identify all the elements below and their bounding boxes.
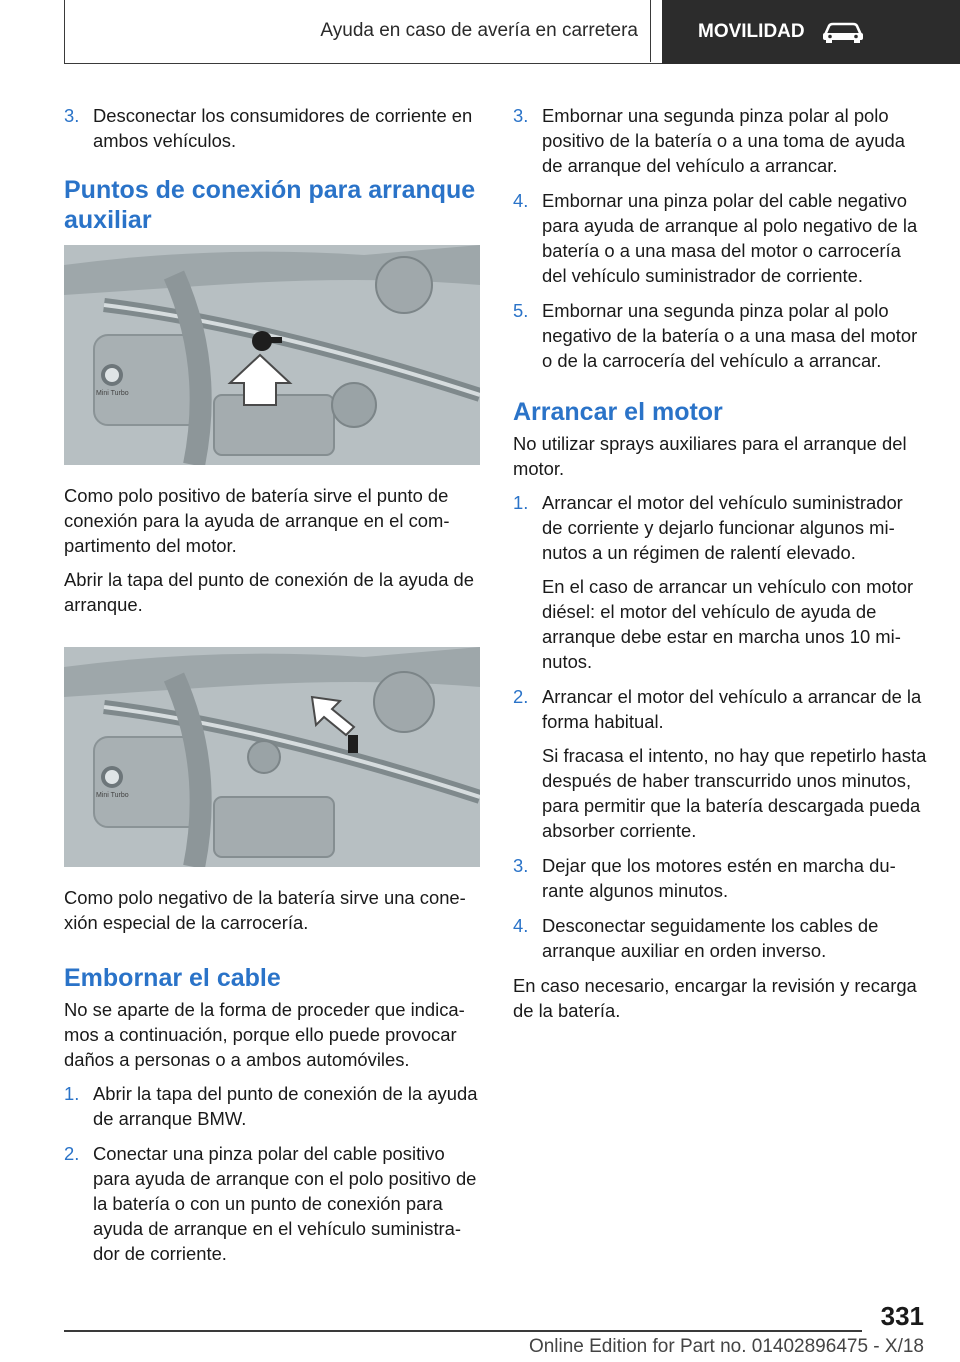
step-text: Conectar una pinza polar del cable positivo para ayuda de arranque con el polo positivo de la batería o con un punto de conexión para ayuda de arranque en el vehículo suministrador de corriente. (93, 1143, 477, 1264)
left-column (64, 103, 478, 1276)
step-note: Si fracasa el intento, no hay que repetirlo hasta después de haber transcurrido unos minutos, para permitir que la batería descargada pueda absorber corriente. (542, 745, 927, 841)
list-item (513, 684, 927, 843)
page-header (64, 0, 960, 64)
step-number: 3. (513, 855, 529, 876)
figure2-label: Mini Turbo (96, 792, 129, 799)
step-text: Arrancar el motor del vehículo suministrador de corriente y dejarlo funcionar algunos minutos a un régimen de ralentí elevado. (542, 492, 903, 563)
car-icon (821, 20, 865, 44)
para-positive: Como polo positivo de batería sirve el punto de conexión para la ayuda de arranque en el compartimento del motor. (64, 485, 450, 556)
step-number: 4. (513, 915, 529, 936)
step-text: Embornar una segunda pinza polar al polo negativo de la batería o a una masa del motor o de la carrocería del vehículo a arrancar. (542, 300, 918, 371)
step-text: Embornar una pinza polar del cable negativo para ayuda de arranque al polo negativo de la batería o a una masa del motor o carrocería del vehículo suministrador de corriente. (542, 190, 918, 286)
step-number: 3. (513, 105, 529, 126)
step-number: 5. (513, 300, 529, 321)
list-item (513, 490, 927, 674)
right-column (513, 103, 927, 1032)
step-number: 1. (64, 1083, 80, 1104)
list-item (64, 1141, 478, 1266)
para-final: En caso necesario, encargar la revisión y recarga de la batería. (513, 975, 917, 1021)
engine-bay-negative-image (64, 647, 480, 867)
para-start-intro: No utilizar sprays auxiliares para el arranque del motor. (513, 433, 907, 479)
heading-connection-points: Puntos de conexión para arranque auxiliar (64, 176, 476, 234)
list-item (64, 1081, 478, 1131)
para-open-cap: Abrir la tapa del punto de conexión de la ayuda de arranque. (64, 569, 474, 615)
heading-clamp: Embornar el cable (64, 964, 281, 992)
list-item (513, 853, 927, 903)
para-clamp-intro: No se aparte de la forma de proceder que indicamos a continuación, porque ello puede provocar daños a personas o a ambos automóviles. (64, 999, 465, 1070)
step-text: Abrir la tapa del punto de conexión de la ayuda de arranque BMW. (93, 1083, 478, 1129)
step-number: 4. (513, 190, 529, 211)
page-number: 331 (880, 1301, 924, 1331)
step-text: Embornar una segunda pinza polar al polo positivo de la batería o a una toma de ayuda de arranque del vehículo a arrancar. (542, 105, 905, 176)
step-text: Dejar que los motores estén en marcha durante algunos minutos. (542, 855, 896, 901)
step-number: 2. (64, 1143, 80, 1164)
list-item (64, 103, 478, 153)
step-text: Desconectar seguidamente los cables de arranque auxiliar en orden inverso. (542, 915, 879, 961)
step-number: 1. (513, 492, 529, 513)
chapter-title: MOVILIDAD (698, 21, 805, 42)
figure1-label: Mini Turbo (96, 390, 129, 397)
chapter-tab (662, 0, 960, 64)
list-item (513, 913, 927, 963)
list-item (513, 298, 927, 373)
step-note: En el caso de arrancar un vehículo con motor diésel: el motor del vehículo de ayuda de arranque debe estar en marcha unos 10 minutos. (542, 576, 914, 672)
heading-start: Arrancar el motor (513, 398, 723, 426)
list-item (513, 188, 927, 288)
engine-bay-positive-image (64, 245, 480, 465)
footer-divider (64, 1330, 862, 1332)
step-text: Desconectar los consumidores de corriente en ambos vehículos. (93, 105, 473, 151)
step-text: Arrancar el motor del vehículo a arrancar de la forma habitual. (542, 686, 922, 732)
step-number: 2. (513, 686, 529, 707)
section-title: Ayuda en caso de avería en carretera (65, 0, 651, 62)
para-negative: Como polo negativo de la batería sirve una conexión especial de la carrocería. (64, 887, 466, 933)
step-number: 3. (64, 105, 80, 126)
edition-footer: Online Edition for Part no. 01402896475 - X/18 (528, 1336, 924, 1357)
list-item (513, 103, 927, 178)
